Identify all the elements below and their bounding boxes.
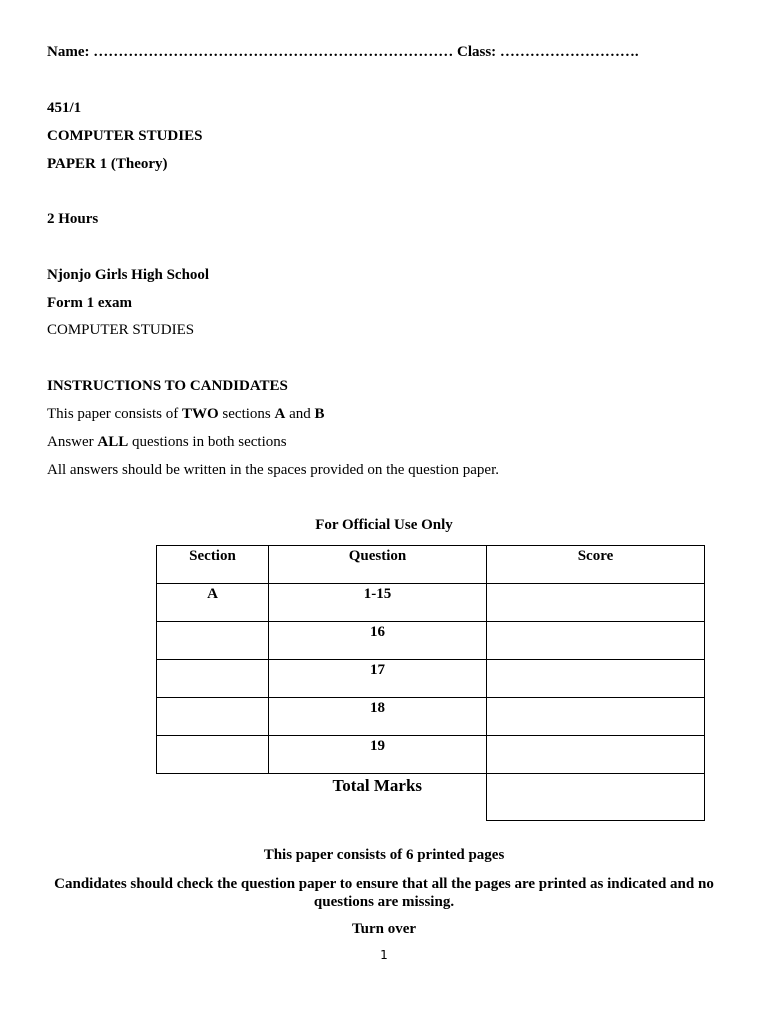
- page-number: 1: [380, 948, 388, 962]
- official-use-title: For Official Use Only: [315, 517, 453, 533]
- table-row: [157, 736, 705, 774]
- score-cell[interactable]: [487, 584, 705, 622]
- score-cell[interactable]: [487, 622, 705, 660]
- instruction-emphasis: TWO: [181, 406, 219, 422]
- header-question: Question: [269, 546, 487, 584]
- total-marks-label: Total Marks: [269, 774, 487, 821]
- name-class-line: [47, 43, 639, 61]
- class-dots: ……………………….: [499, 44, 639, 60]
- paper-code: 451/1: [47, 100, 82, 116]
- table-row: [157, 698, 705, 736]
- official-use-table: [156, 545, 705, 821]
- instruction-text: sections: [218, 406, 275, 422]
- paper-title: PAPER 1 (Theory): [47, 156, 168, 172]
- pages-note: This paper consists of 6 printed pages: [263, 847, 505, 863]
- instruction-emphasis: ALL: [97, 434, 129, 450]
- subject-repeat: COMPUTER STUDIES: [47, 322, 195, 338]
- instruction-line-1: [47, 405, 325, 423]
- school-name: Njonjo Girls High School: [47, 267, 210, 283]
- check-note: Candidates should check the question paper to ensure that all the pages are printed as indicated and no questions are missing.: [54, 876, 714, 910]
- score-cell[interactable]: [487, 660, 705, 698]
- table-header-row: [157, 546, 705, 584]
- class-label: Class:: [456, 44, 497, 60]
- section-cell: [157, 622, 269, 660]
- score-cell[interactable]: [487, 698, 705, 736]
- subject-title: COMPUTER STUDIES: [47, 128, 203, 144]
- instruction-emphasis: A: [274, 406, 286, 422]
- instruction-text: Answer: [47, 434, 98, 450]
- table-row: [157, 622, 705, 660]
- instruction-line-3: All answers should be written in the spaces provided on the question paper.: [47, 462, 499, 478]
- exam-name: Form 1 exam: [47, 295, 132, 311]
- instructions-heading: INSTRUCTIONS TO CANDIDATES: [47, 378, 288, 394]
- header-score: Score: [487, 546, 705, 584]
- instruction-text: questions in both sections: [128, 434, 287, 450]
- header-section: Section: [157, 546, 269, 584]
- question-cell: 17: [269, 660, 487, 698]
- turn-over: Turn over: [351, 921, 417, 937]
- instruction-line-2: [47, 433, 287, 451]
- total-score-cell[interactable]: [487, 774, 705, 821]
- total-row: [157, 774, 705, 821]
- table-row: [157, 584, 705, 622]
- question-cell: 19: [269, 736, 487, 774]
- total-blank-cell: [157, 774, 269, 821]
- duration: 2 Hours: [47, 211, 99, 227]
- name-label: Name:: [47, 44, 90, 60]
- question-cell: 16: [269, 622, 487, 660]
- section-cell: [157, 736, 269, 774]
- section-cell: A: [157, 584, 269, 622]
- score-cell[interactable]: [487, 736, 705, 774]
- name-dots: ………………………………………………………………: [93, 44, 454, 60]
- section-cell: [157, 660, 269, 698]
- question-cell: 1-15: [269, 584, 487, 622]
- table-row: [157, 660, 705, 698]
- instruction-text: and: [285, 406, 315, 422]
- instruction-text: This paper consists of: [47, 406, 182, 422]
- question-cell: 18: [269, 698, 487, 736]
- section-cell: [157, 698, 269, 736]
- instruction-emphasis: B: [314, 406, 325, 422]
